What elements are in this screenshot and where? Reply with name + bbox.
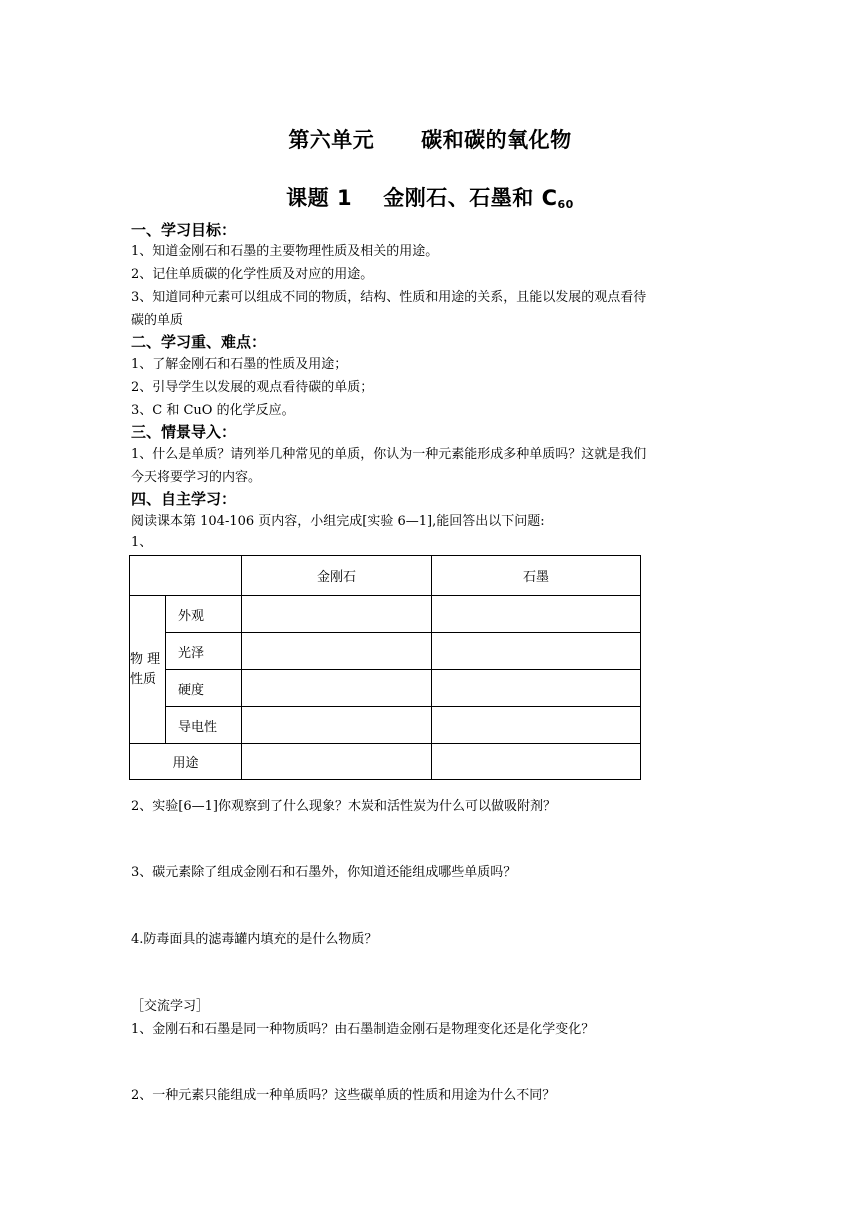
header-blank-cell [130, 556, 242, 596]
header-diamond: 金刚石 [242, 556, 432, 596]
table-row [130, 596, 641, 633]
key-point-2: 2、引导学生以发展的观点看待碳的单质； [131, 380, 374, 395]
table-row [130, 744, 641, 780]
table-row [130, 633, 641, 670]
row-label-use: 用途 [130, 744, 242, 780]
goal-item-2: 2、记住单质碳的化学性质及对应的用途。 [131, 267, 374, 282]
lesson-title [0, 182, 860, 212]
lesson-title-subscript: 60 [557, 198, 574, 211]
question-1-label: 1、 [131, 535, 153, 550]
row-label-hardness: 硬度 [166, 670, 242, 707]
intro-item-1-cont: 今天将要学习的内容。 [131, 470, 262, 485]
physical-properties-category [130, 596, 166, 744]
key-point-3: 3、C 和 CuO 的化学反应。 [131, 403, 295, 418]
lesson-title-main: 课题 1 金刚石、石墨和 C [286, 186, 558, 210]
answer-cell-diamond-hardness[interactable] [242, 670, 432, 707]
question-2: 2、实验[6—1]你观察到了什么现象？木炭和活性炭为什么可以做吸附剂？ [131, 799, 556, 814]
header-graphite: 石墨 [432, 556, 641, 596]
answer-cell-diamond-conductivity[interactable] [242, 707, 432, 744]
reading-instruction: 阅读课本第 104-106 页内容，小组完成[实验 6—1],能回答出以下问题: [131, 514, 545, 529]
goal-item-3: 3、知道同种元素可以组成不同的物质，结构、性质和用途的关系，且能以发展的观点看待 [131, 290, 647, 305]
table-row [130, 670, 641, 707]
key-point-1: 1、了解金刚石和石墨的性质及用途； [131, 357, 348, 372]
intro-item-1: 1、什么是单质？请列举几种常见的单质，你认为一种元素能形成多种单质吗？这就是我们 [131, 447, 647, 462]
row-label-conductivity: 导电性 [166, 707, 242, 744]
unit-title: 第六单元 碳和碳的氧化物 [288, 128, 572, 152]
key-points-heading: 二、学习重、难点： [131, 333, 267, 351]
row-label-luster: 光泽 [166, 633, 242, 670]
answer-cell-graphite-use[interactable] [432, 744, 641, 780]
properties-table [129, 555, 641, 780]
answer-cell-diamond-appearance[interactable] [242, 596, 432, 633]
question-4: 4.防毒面具的滤毒罐内填充的是什么物质？ [131, 932, 378, 947]
answer-cell-graphite-hardness[interactable] [432, 670, 641, 707]
exchange-heading: ［交流学习］ [131, 999, 210, 1014]
category-line-2: 性质 [130, 671, 157, 687]
goal-item-1: 1、知道金刚石和石墨的主要物理性质及相关的用途。 [131, 244, 439, 259]
table-header-row [130, 556, 641, 596]
category-line-1: 物 理 [130, 651, 161, 667]
self-study-heading: 四、自主学习： [131, 490, 237, 508]
answer-cell-graphite-appearance[interactable] [432, 596, 641, 633]
goals-heading: 一、学习目标： [131, 221, 237, 239]
answer-cell-graphite-luster[interactable] [432, 633, 641, 670]
answer-cell-graphite-conductivity[interactable] [432, 707, 641, 744]
exchange-question-2: 2、一种元素只能组成一种单质吗？这些碳单质的性质和用途为什么不同？ [131, 1088, 556, 1103]
answer-cell-diamond-luster[interactable] [242, 633, 432, 670]
goal-item-3-cont: 碳的单质 [131, 313, 184, 328]
exchange-question-1: 1、金刚石和石墨是同一种物质吗？由石墨制造金刚石是物理变化还是化学变化？ [131, 1022, 595, 1037]
row-label-appearance: 外观 [166, 596, 242, 633]
question-3: 3、碳元素除了组成金刚石和石墨外，你知道还能组成哪些单质吗？ [131, 865, 517, 880]
table-row [130, 707, 641, 744]
answer-cell-diamond-use[interactable] [242, 744, 432, 780]
intro-heading: 三、情景导入： [131, 423, 237, 441]
